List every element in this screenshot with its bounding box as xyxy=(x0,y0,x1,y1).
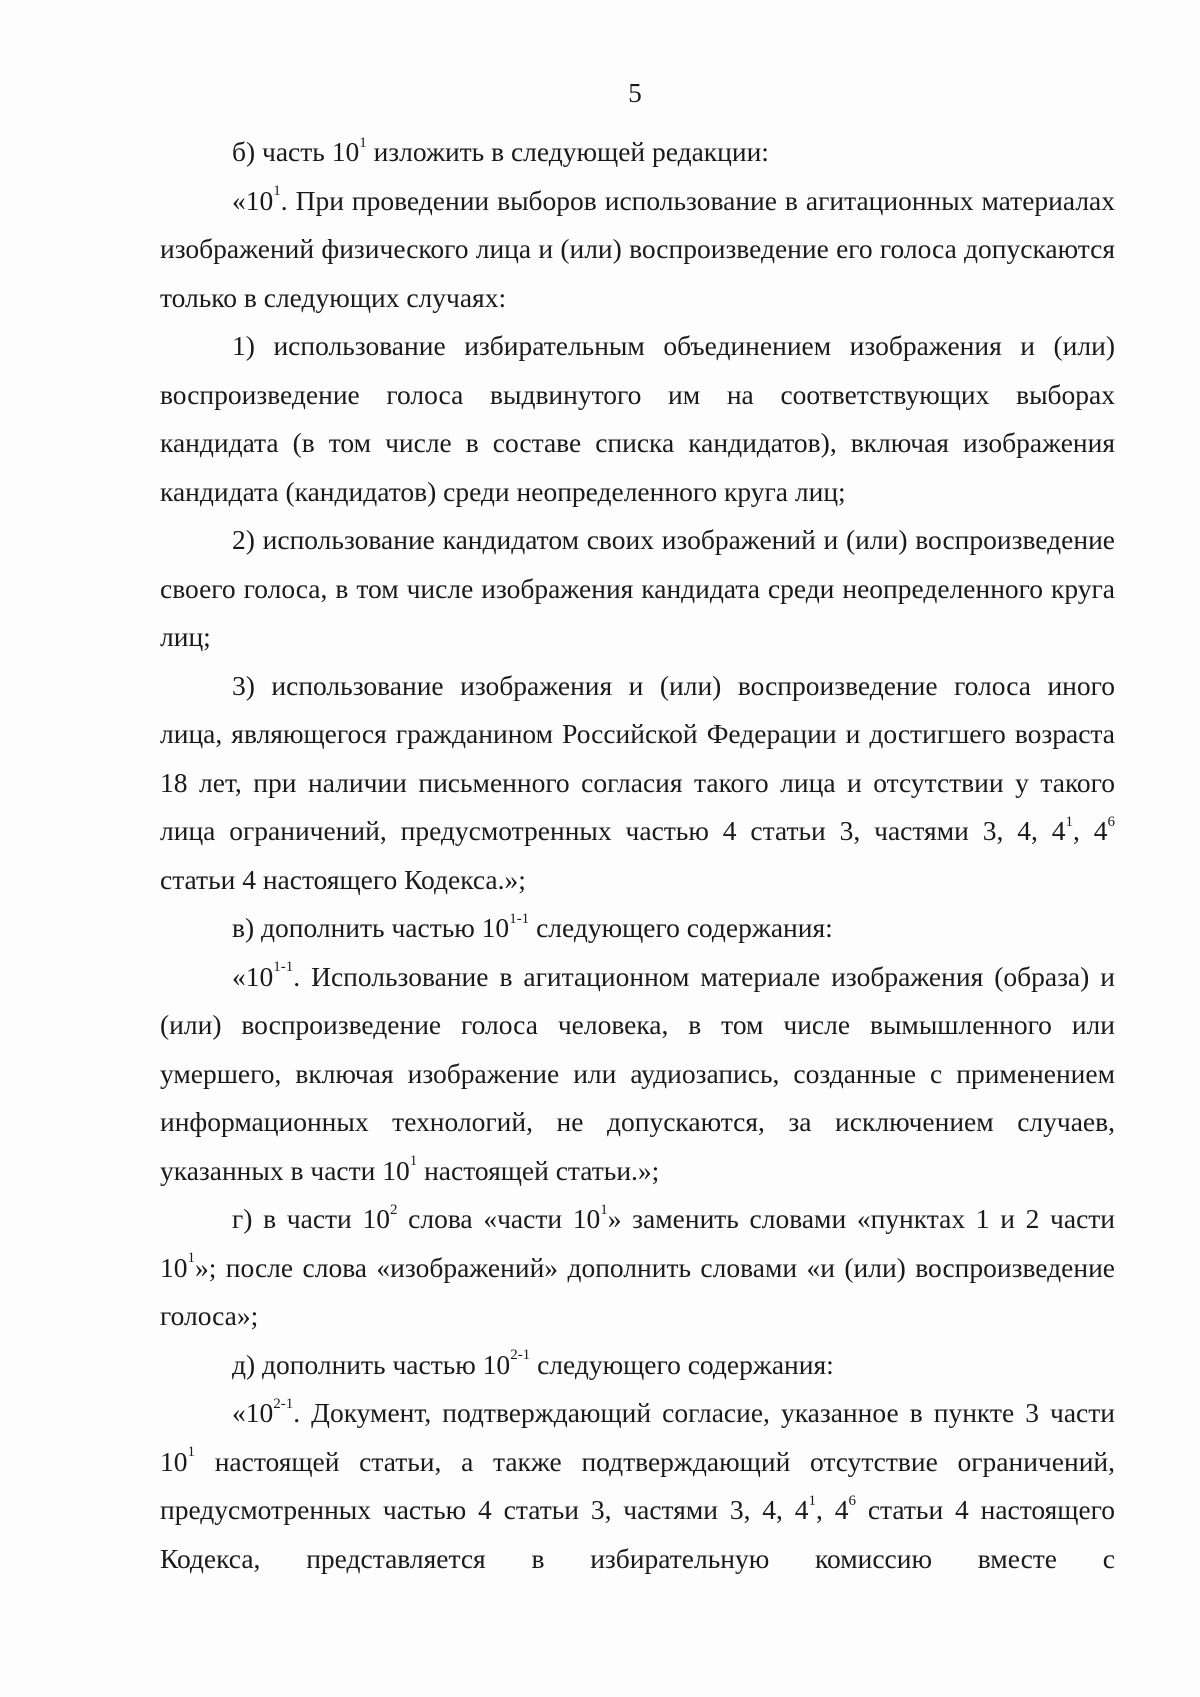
paragraph-text: 2) использование кандидатом своих изображений и (или) воспроизведение своего голоса, в том числе изображения кандидата среди неопределенного круга лиц; xyxy=(160,524,1115,652)
paragraph-text: » заменить словами «пунктах 1 и 2 части 10 xyxy=(160,1203,1116,1283)
paragraph-text: «10 xyxy=(232,184,274,216)
paragraph-text: «10 xyxy=(232,1397,274,1428)
superscript: 1 xyxy=(808,1492,817,1509)
paragraph-text: . При проведении выборов использование в агитационных материалах изображений физического лица и (или) воспроизведение его голоса допускаются только в следующих случаях: xyxy=(160,184,1115,313)
paragraph xyxy=(160,1341,1115,1390)
paragraph xyxy=(160,322,1115,516)
superscript: 2 xyxy=(389,1201,398,1218)
paragraph xyxy=(160,516,1115,662)
paragraph-text: д) дополнить частью 10 xyxy=(232,1348,511,1380)
paragraph xyxy=(160,1195,1115,1341)
superscript: 1 xyxy=(409,1153,418,1170)
paragraph-text: б) часть 10 xyxy=(232,136,360,167)
paragraph xyxy=(160,177,1115,323)
page-number: 5 xyxy=(628,78,642,108)
paragraph-text: , 4 xyxy=(1072,815,1108,846)
superscript: 1 xyxy=(187,1444,195,1461)
paragraph-text: статьи 4 настоящего Кодекса.»; xyxy=(160,863,526,895)
superscript: 1-1 xyxy=(509,910,530,927)
paragraph-text: настоящей статьи.»; xyxy=(417,1154,660,1186)
superscript: 6 xyxy=(848,1492,856,1509)
paragraph xyxy=(160,662,1115,905)
superscript: 1 xyxy=(359,134,367,151)
paragraph xyxy=(160,128,1115,177)
superscript: 1 xyxy=(1065,813,1073,830)
paragraph xyxy=(160,1389,1115,1583)
paragraph-text: следующего содержания: xyxy=(530,1348,834,1380)
paragraph-text: 3) использование изображения и (или) воспроизведение голоса иного лица, являющегося гражданином Российской Федерации и достигшего возраста 18 лет, при наличии письменного согласия такого лица и отсутствии у такого лица ограничений, предусмотренных частью 4 статьи 3, частями 3, 4, 4 xyxy=(160,669,1115,846)
paragraph-text: настоящей статьи, а также подтверждающий отсутствие ограничений, предусмотренных частью 4 статьи 3, частями 3, 4, 4 xyxy=(160,1445,1115,1525)
paragraph xyxy=(160,904,1115,953)
paragraph-text: . Использование в агитационном материале изображения (образа) и (или) воспроизведение голоса человека, в том числе вымышленного или умершего, включая изображение или аудиозапись, созданные с применением информационных технологий, не допускаются, за исключением случаев, указанных в части 10 xyxy=(160,960,1115,1186)
superscript: 1 xyxy=(187,1250,195,1267)
document-body xyxy=(160,128,1115,1583)
paragraph-text: г) в части 10 xyxy=(232,1203,390,1234)
superscript: 1 xyxy=(600,1201,608,1218)
paragraph-text: . Документ, подтверждающий согласие, указанное в пункте 3 части 10 xyxy=(160,1397,1115,1477)
superscript: 1-1 xyxy=(273,959,294,976)
paragraph-text: изложить в следующей редакции: xyxy=(366,136,769,167)
paragraph-text: «10 xyxy=(232,960,274,992)
superscript: 2-1 xyxy=(273,1395,294,1412)
superscript: 6 xyxy=(1107,813,1115,830)
superscript: 1 xyxy=(273,183,281,200)
paragraph-text: статьи 4 настоящего Кодекса, представляется в избирательную комиссию вместе с xyxy=(160,1494,1116,1574)
paragraph-text: слова «части 10 xyxy=(397,1203,601,1234)
paragraph-text: следующего содержания: xyxy=(529,912,833,943)
paragraph-text: »; после слова «изображений» дополнить словами «и (или) воспроизведение голоса»; xyxy=(160,1251,1115,1331)
superscript: 2-1 xyxy=(510,1347,531,1364)
paragraph-text: , 4 xyxy=(816,1494,849,1525)
paragraph xyxy=(160,953,1115,1196)
paragraph-text: 1) использование избирательным объединением изображения и (или) воспроизведение голоса выдвинутого им на соответствующих выборах кандидата (в том числе в составе списка кандидатов), включая изображения кандидата (кандидатов) среди неопределенного круга лиц; xyxy=(160,330,1115,507)
paragraph-text: в) дополнить частью 10 xyxy=(232,912,510,943)
